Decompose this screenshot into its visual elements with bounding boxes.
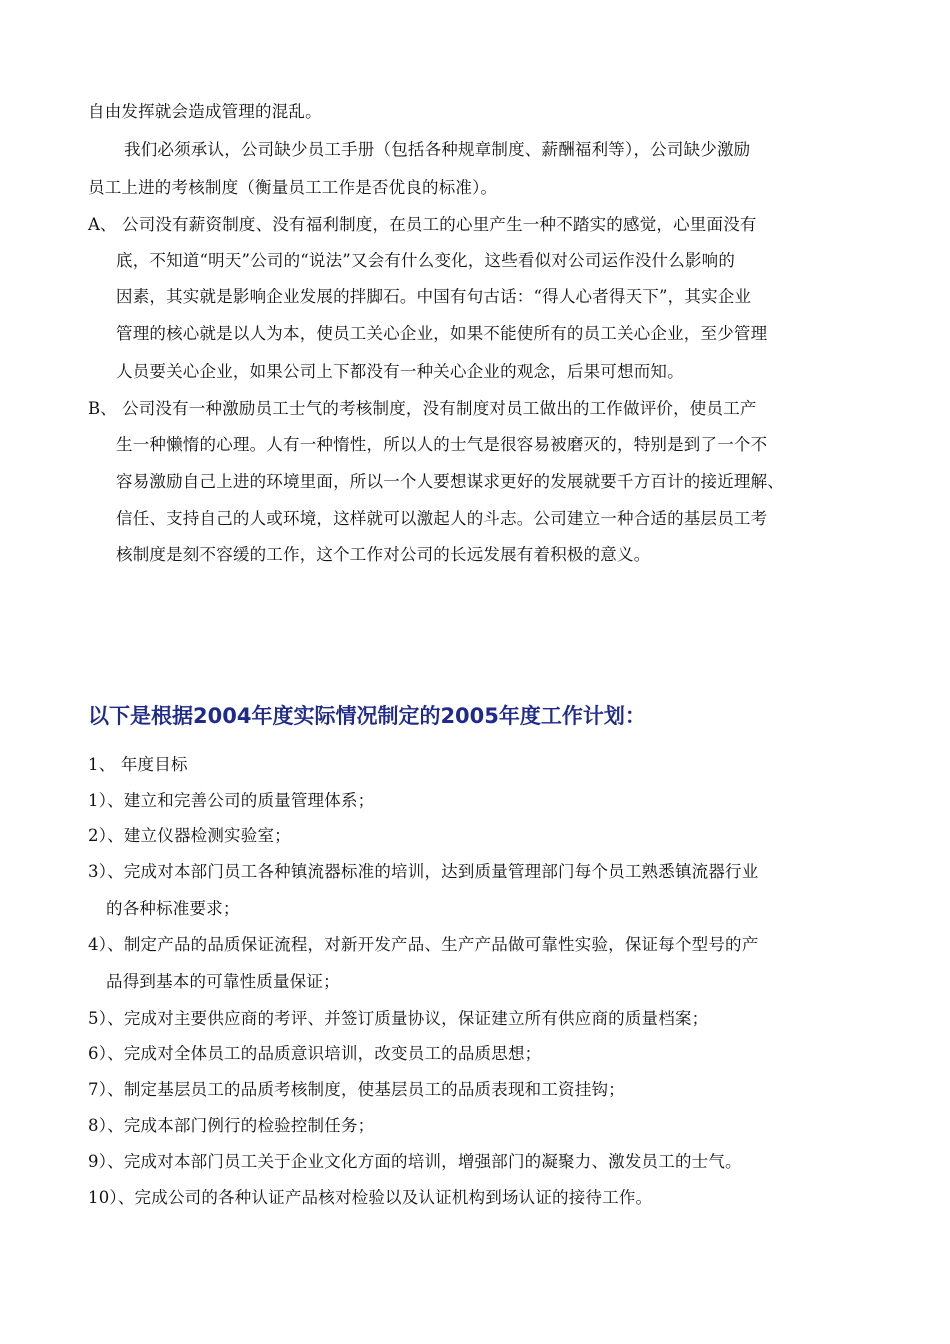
point-a-line: 管理的核心就是以人为本，使员工关心企业，如果不能使所有的员工关心企业，至少管理 bbox=[116, 324, 768, 343]
point-a-line: 人员要关心企业，如果公司上下都没有一种关心企业的观念，后果可想而知。 bbox=[116, 362, 684, 381]
point-b-line: 容易激励自己上进的环境里面，所以一个人要想谋求更好的发展就要千方百计的接近理解、 bbox=[116, 472, 784, 491]
point-a-line: 底，不知道“明天”公司的“说法”又会有什么变化，这些看似对公司运作没什么影响的 bbox=[116, 251, 736, 270]
point-b-line: 生一种懒惰的心理。人有一种惰性，所以人的士气是很容易被磨灭的，特别是到了一个不 bbox=[116, 435, 768, 454]
intro-paragraph-line: 员工上进的考核制度（衡量员工工作是否优良的标准）。 bbox=[88, 178, 498, 197]
plan-item: 10）、完成公司的各种认证产品核对检验以及认证机构到场认证的接待工作。 bbox=[88, 1188, 653, 1207]
point-a-line: 公司没有薪资制度、没有福利制度，在员工的心里产生一种不踏实的感觉，心里面没有 bbox=[122, 215, 757, 234]
plan-item: 9）、完成对本部门员工关于企业文化方面的培训，增强部门的凝聚力、激发员工的士气。 bbox=[88, 1152, 742, 1171]
plan-item-continuation: 品得到基本的可靠性质量保证； bbox=[106, 972, 340, 991]
point-b-marker: B、 bbox=[88, 399, 117, 418]
plan-item-continuation: 的各种标准要求； bbox=[106, 899, 240, 918]
point-b-line: 核制度是刻不容缓的工作，这个工作对公司的长远发展有着积极的意义。 bbox=[116, 545, 651, 564]
plan-item: 7）、制定基层员工的品质考核制度，使基层员工的品质表现和工资挂钩； bbox=[88, 1080, 625, 1099]
point-b-line: 信任、支持自己的人或环境，这样就可以激起人的斗志。公司建立一种合适的基层员工考 bbox=[116, 509, 768, 528]
plan-item: 8）、完成本部门例行的检验控制任务； bbox=[88, 1116, 375, 1135]
intro-paragraph-line: 我们必须承认，公司缺少员工手册（包括各种规章制度、薪酬福利等），公司缺少激励 bbox=[124, 140, 751, 159]
plan-item: 3）、完成对本部门员工各种镇流器标准的培训，达到质量管理部门每个员工熟悉镇流器行业 bbox=[88, 862, 759, 881]
plan-item: 4）、制定产品的品质保证流程，对新开发产品、生产产品做可靠性实验，保证每个型号的产 bbox=[88, 935, 759, 954]
intro-line: 自由发挥就会造成管理的混乱。 bbox=[88, 102, 322, 121]
plan-section-title: 1、 年度目标 bbox=[88, 755, 188, 774]
point-a-marker: A、 bbox=[88, 215, 117, 234]
plan-item: 5）、完成对主要供应商的考评、并签订质量协议，保证建立所有供应商的质量档案； bbox=[88, 1009, 709, 1028]
plan-heading: 以下是根据2004年度实际情况制定的2005年度工作计划： bbox=[88, 704, 646, 728]
plan-item: 1）、建立和完善公司的质量管理体系； bbox=[88, 791, 375, 810]
point-b-line: 公司没有一种激励员工士气的考核制度，没有制度对员工做出的工作做评价，使员工产 bbox=[122, 399, 757, 418]
plan-item: 6）、完成对全体员工的品质意识培训，改变员工的品质思想； bbox=[88, 1044, 542, 1063]
point-a-line: 因素，其实就是影响企业发展的拌脚石。中国有句古话：“得人心者得天下”，其实企业 bbox=[116, 287, 752, 306]
plan-item: 2）、建立仪器检测实验室； bbox=[88, 826, 291, 845]
